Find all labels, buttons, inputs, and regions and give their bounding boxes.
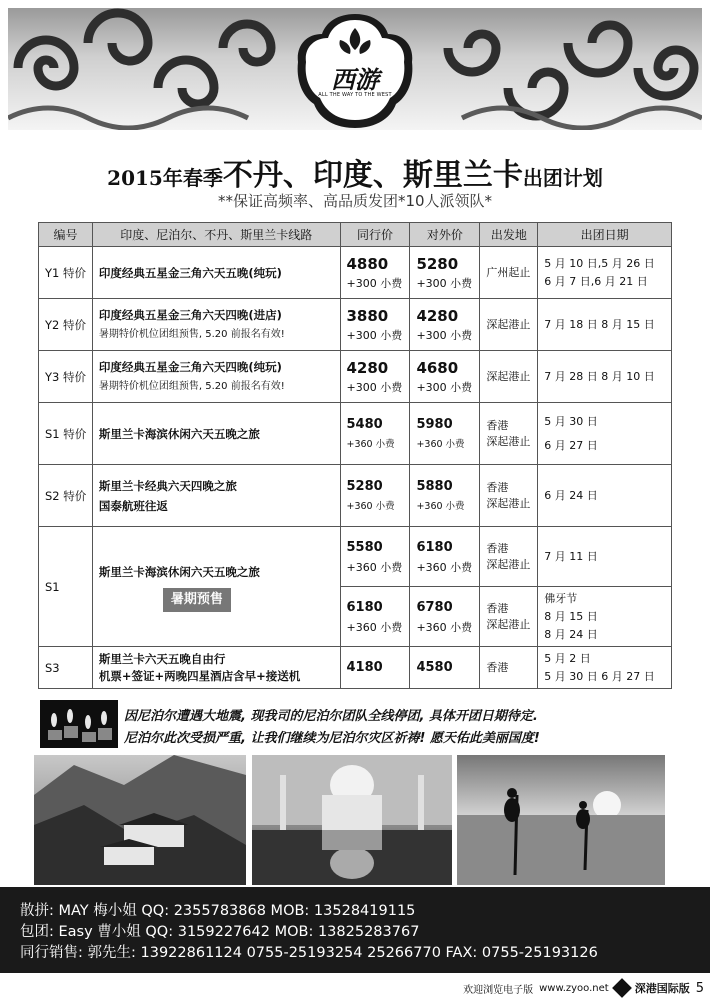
price-value: 5280 bbox=[416, 254, 459, 273]
depart-line: 香港 bbox=[486, 480, 509, 494]
price-value: 4180 bbox=[346, 659, 383, 675]
footer-site-link[interactable]: www.zyoo.net bbox=[539, 982, 609, 994]
tip-fee: +360 小费 bbox=[346, 620, 403, 634]
tip-fee: +360 小费 bbox=[416, 560, 473, 574]
date-line: 5 月 30 日 6 月 27 日 bbox=[544, 669, 655, 683]
presale-badge: 暑期预售 bbox=[163, 588, 231, 612]
date-line: 6 月 24 日 bbox=[544, 488, 598, 502]
table-row bbox=[39, 465, 672, 527]
agency-price bbox=[340, 647, 410, 689]
tip-fee: +300 小费 bbox=[346, 276, 403, 290]
departure bbox=[480, 587, 538, 647]
taj-mahal-photo bbox=[252, 755, 452, 885]
price-value: 4880 bbox=[346, 254, 389, 273]
header-route: 印度、尼泊尔、不丹、斯里兰卡线路 bbox=[92, 223, 340, 247]
row-route bbox=[92, 465, 340, 527]
agency-price bbox=[340, 403, 410, 465]
public-price bbox=[410, 247, 480, 299]
page-title bbox=[0, 150, 710, 194]
date-line: 6 月 27 日 bbox=[544, 438, 598, 452]
route-title: 斯里兰卡六天五晚自由行 bbox=[98, 651, 226, 666]
public-price bbox=[410, 647, 480, 689]
route-subtitle: 机票+签证+两晚四星酒店含早+接送机 bbox=[98, 668, 301, 683]
tip-fee: +300 小费 bbox=[416, 328, 473, 342]
agency-price bbox=[340, 247, 410, 299]
row-code: S1 bbox=[39, 527, 93, 647]
route-title: 斯里兰卡海滨休闲六天五晚之旅 bbox=[98, 426, 260, 441]
public-price bbox=[410, 351, 480, 403]
nepal-notice bbox=[124, 706, 684, 750]
public-price bbox=[410, 299, 480, 351]
price-value: 5980 bbox=[416, 416, 453, 432]
price-value: 4680 bbox=[416, 358, 459, 377]
departure: 香港 bbox=[480, 647, 538, 689]
date-line: 8 月 15 日 bbox=[544, 609, 598, 623]
price-value: 5580 bbox=[346, 539, 383, 555]
row-code: S1 特价 bbox=[39, 403, 93, 465]
depart-line: 香港 bbox=[486, 601, 509, 615]
footer bbox=[463, 980, 704, 996]
route-note: 暑期特价机位团组预售, 5.20 前报名有效! bbox=[98, 328, 285, 340]
tour-dates bbox=[538, 465, 672, 527]
row-code: Y2 特价 bbox=[39, 299, 93, 351]
date-line: 佛牙节 bbox=[544, 591, 578, 605]
title-suffix: 出团计划 bbox=[522, 166, 603, 190]
header-public-price: 对外价 bbox=[410, 223, 480, 247]
row-route bbox=[92, 527, 340, 647]
agency-price bbox=[340, 351, 410, 403]
contact-line: 包团: Easy 曹小姐 QQ: 3159227642 MOB: 13825283767 bbox=[20, 924, 420, 940]
tour-dates bbox=[538, 299, 672, 351]
table-row bbox=[39, 527, 672, 587]
tip-fee: +360 小费 bbox=[346, 438, 395, 450]
date-line: 5 月 10 日,5 月 26 日 bbox=[544, 256, 655, 270]
table-header-row bbox=[39, 223, 672, 247]
agency-price bbox=[340, 527, 410, 587]
departure bbox=[480, 403, 538, 465]
departure: 广州起止 bbox=[480, 247, 538, 299]
tip-fee: +300 小费 bbox=[346, 380, 403, 394]
agency-price bbox=[340, 587, 410, 647]
agency-price bbox=[340, 299, 410, 351]
price-value: 4580 bbox=[416, 659, 453, 675]
departure bbox=[480, 465, 538, 527]
table-row bbox=[39, 647, 672, 689]
tip-fee: +360 小费 bbox=[346, 560, 403, 574]
candles-photo bbox=[40, 700, 118, 748]
tip-fee: +360 小费 bbox=[416, 438, 465, 450]
bhutan-monastery-photo bbox=[34, 755, 246, 885]
depart-line: 香港 bbox=[486, 541, 509, 555]
stilt-fishermen-photo bbox=[457, 755, 665, 885]
route-title: 印度经典五星金三角六天五晚(纯玩) bbox=[98, 265, 282, 280]
price-value: 6180 bbox=[346, 599, 383, 615]
contact-line: 同行销售: 郭先生: 13922861124 0755-25193254 25266770 FAX: 0755-25193126 bbox=[20, 945, 598, 961]
tour-dates bbox=[538, 351, 672, 403]
departure: 深起港止 bbox=[480, 351, 538, 403]
route-title: 印度经典五星金三角六天四晚(进店) bbox=[98, 307, 282, 322]
public-price bbox=[410, 403, 480, 465]
title-countries: 不丹、印度、斯里兰卡 bbox=[222, 158, 523, 193]
route-title: 印度经典五星金三角六天四晚(纯玩) bbox=[98, 359, 282, 374]
route-title: 斯里兰卡海滨休闲六天五晚之旅 bbox=[98, 564, 260, 579]
row-route bbox=[92, 299, 340, 351]
depart-line: 深起港止 bbox=[486, 557, 531, 571]
date-line: 7 月 18 日 8 月 15 日 bbox=[544, 317, 655, 331]
price-value: 5280 bbox=[346, 478, 383, 494]
logo-text: 西游 bbox=[331, 65, 379, 94]
departure: 深起港止 bbox=[480, 299, 538, 351]
price-value: 5880 bbox=[416, 478, 453, 494]
date-line: 6 月 7 日,6 月 21 日 bbox=[544, 274, 648, 288]
date-line: 5 月 30 日 bbox=[544, 414, 598, 428]
row-code: S2 特价 bbox=[39, 465, 93, 527]
candle-icon bbox=[40, 700, 118, 748]
tip-fee: +360 小费 bbox=[416, 500, 465, 512]
date-line: 7 月 11 日 bbox=[544, 549, 598, 563]
public-price bbox=[410, 465, 480, 527]
price-value: 6180 bbox=[416, 539, 453, 555]
public-price bbox=[410, 587, 480, 647]
footer-brand: 深港国际版 bbox=[634, 982, 690, 995]
row-code: Y3 特价 bbox=[39, 351, 93, 403]
notice-line: 尼泊尔此次受损严重, 让我们继续为尼泊尔灾区祈祷! 愿天佑此美丽国度! bbox=[124, 731, 540, 746]
header-dates: 出团日期 bbox=[538, 223, 672, 247]
row-route bbox=[92, 403, 340, 465]
page-number: 5 bbox=[695, 980, 704, 996]
depart-line: 深起港止 bbox=[486, 617, 531, 631]
agency-price bbox=[340, 465, 410, 527]
price-value: 3880 bbox=[346, 306, 389, 325]
row-route bbox=[92, 351, 340, 403]
price-value: 4280 bbox=[346, 358, 389, 377]
route-subtitle: 国泰航班往返 bbox=[98, 498, 168, 513]
header-departure: 出发地 bbox=[480, 223, 538, 247]
table-row bbox=[39, 247, 672, 299]
contact-line: 散拼: MAY 梅小姐 QQ: 2355783868 MOB: 13528419115 bbox=[20, 903, 416, 919]
logo bbox=[292, 10, 418, 130]
row-code: S3 bbox=[39, 647, 93, 689]
depart-line: 深起港止 bbox=[486, 496, 531, 510]
table-row bbox=[39, 403, 672, 465]
table-row bbox=[39, 299, 672, 351]
tour-dates bbox=[538, 247, 672, 299]
title-prefix: 2015年春季 bbox=[107, 166, 223, 190]
public-price bbox=[410, 527, 480, 587]
logo-subtext: ALL THE WAY TO THE WEST bbox=[318, 92, 392, 98]
date-line: 7 月 28 日 8 月 10 日 bbox=[544, 369, 655, 383]
subtitle: **保证高频率、高品质发团*10人派领队* bbox=[217, 192, 493, 210]
tour-dates bbox=[538, 587, 672, 647]
tour-dates bbox=[538, 647, 672, 689]
contact-panel bbox=[0, 887, 710, 973]
header-banner bbox=[8, 8, 702, 130]
notice-line: 因尼泊尔遭遇大地震, 现我司的尼泊尔团队全线停团, 具体开团日期待定. bbox=[124, 709, 538, 724]
tour-dates bbox=[538, 403, 672, 465]
tip-fee: +300 小费 bbox=[416, 276, 473, 290]
tour-dates bbox=[538, 527, 672, 587]
price-value: 6780 bbox=[416, 599, 453, 615]
route-title: 斯里兰卡经典六天四晚之旅 bbox=[98, 478, 237, 493]
date-line: 8 月 24 日 bbox=[544, 627, 598, 641]
table-row bbox=[39, 351, 672, 403]
row-route bbox=[92, 647, 340, 689]
brand-logo-icon bbox=[612, 978, 632, 998]
date-line: 5 月 2 日 bbox=[544, 651, 591, 665]
tip-fee: +300 小费 bbox=[416, 380, 473, 394]
price-value: 4280 bbox=[416, 306, 459, 325]
departure bbox=[480, 527, 538, 587]
depart-line: 深起港止 bbox=[486, 434, 531, 448]
tip-fee: +360 小费 bbox=[416, 620, 473, 634]
price-value: 5480 bbox=[346, 416, 383, 432]
route-note: 暑期特价机位团组预售, 5.20 前报名有效! bbox=[98, 380, 285, 392]
row-code: Y1 特价 bbox=[39, 247, 93, 299]
header-agency-price: 同行价 bbox=[340, 223, 410, 247]
tip-fee: +360 小费 bbox=[346, 500, 395, 512]
depart-line: 香港 bbox=[486, 418, 509, 432]
header-code: 编号 bbox=[39, 223, 93, 247]
tour-plan-table bbox=[38, 222, 672, 689]
footer-browse: 欢迎浏览电子版 bbox=[463, 984, 534, 996]
tip-fee: +300 小费 bbox=[346, 328, 403, 342]
row-route bbox=[92, 247, 340, 299]
